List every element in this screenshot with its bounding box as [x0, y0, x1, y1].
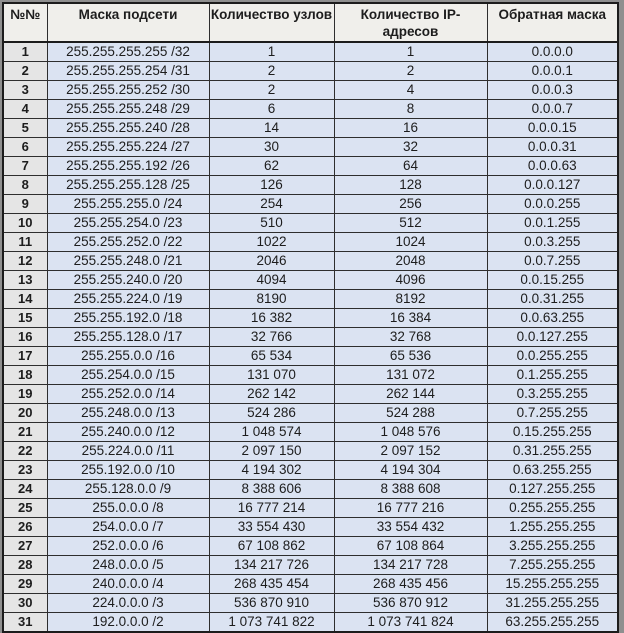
- ip-count-cell: 134 217 728: [334, 555, 487, 574]
- header-cell-number: №№: [3, 3, 47, 42]
- subnet-mask-cell: 255.255.0.0 /16: [47, 346, 209, 365]
- host-count-cell: 4094: [209, 270, 334, 289]
- row-number-cell: 4: [3, 99, 47, 118]
- ip-count-cell: 67 108 864: [334, 536, 487, 555]
- subnet-mask-cell: 255.255.240.0 /20: [47, 270, 209, 289]
- table-row: [3, 384, 618, 403]
- header-row: [3, 3, 618, 42]
- wildcard-mask-cell: 0.0.0.0: [487, 42, 618, 62]
- ip-count-cell: 2: [334, 61, 487, 80]
- row-number-cell: 24: [3, 479, 47, 498]
- ip-count-cell: 1 048 576: [334, 422, 487, 441]
- row-number-cell: 5: [3, 118, 47, 137]
- host-count-cell: 65 534: [209, 346, 334, 365]
- wildcard-mask-cell: 0.0.1.255: [487, 213, 618, 232]
- wildcard-mask-cell: 0.0.0.63: [487, 156, 618, 175]
- row-number-cell: 7: [3, 156, 47, 175]
- row-number-cell: 19: [3, 384, 47, 403]
- header-cell-wildcard-mask: Обратная маска: [487, 3, 618, 42]
- wildcard-mask-cell: 0.0.0.255: [487, 194, 618, 213]
- table-row: [3, 118, 618, 137]
- row-number-cell: 6: [3, 137, 47, 156]
- host-count-cell: 32 766: [209, 327, 334, 346]
- row-number-cell: 21: [3, 422, 47, 441]
- wildcard-mask-cell: 0.31.255.255: [487, 441, 618, 460]
- host-count-cell: 2: [209, 61, 334, 80]
- ip-count-cell: 8192: [334, 289, 487, 308]
- subnet-mask-cell: 255.248.0.0 /13: [47, 403, 209, 422]
- subnet-mask-cell: 255.255.255.240 /28: [47, 118, 209, 137]
- subnet-mask-cell: 255.255.255.255 /32: [47, 42, 209, 62]
- wildcard-mask-cell: 0.3.255.255: [487, 384, 618, 403]
- table-row: [3, 555, 618, 574]
- table-row: [3, 346, 618, 365]
- wildcard-mask-cell: 0.63.255.255: [487, 460, 618, 479]
- table-row: [3, 61, 618, 80]
- table-row: [3, 479, 618, 498]
- subnet-mask-cell: 255.255.255.252 /30: [47, 80, 209, 99]
- subnet-mask-cell: 255.254.0.0 /15: [47, 365, 209, 384]
- wildcard-mask-cell: 3.255.255.255: [487, 536, 618, 555]
- table-row: [3, 99, 618, 118]
- ip-count-cell: 128: [334, 175, 487, 194]
- ip-count-cell: 8: [334, 99, 487, 118]
- ip-count-cell: 1 073 741 824: [334, 612, 487, 632]
- wildcard-mask-cell: 0.1.255.255: [487, 365, 618, 384]
- wildcard-mask-cell: 0.0.0.1: [487, 61, 618, 80]
- header-cell-subnet-mask: Маска подсети: [47, 3, 209, 42]
- host-count-cell: 62: [209, 156, 334, 175]
- subnet-mask-cell: 255.255.255.0 /24: [47, 194, 209, 213]
- ip-count-cell: 64: [334, 156, 487, 175]
- row-number-cell: 17: [3, 346, 47, 365]
- host-count-cell: 524 286: [209, 403, 334, 422]
- ip-count-cell: 16: [334, 118, 487, 137]
- wildcard-mask-cell: 0.0.3.255: [487, 232, 618, 251]
- table-body: [3, 42, 618, 632]
- ip-count-cell: 32 768: [334, 327, 487, 346]
- host-count-cell: 33 554 430: [209, 517, 334, 536]
- subnet-mask-cell: 255.192.0.0 /10: [47, 460, 209, 479]
- table-row: [3, 80, 618, 99]
- subnet-mask-cell: 255.255.255.128 /25: [47, 175, 209, 194]
- ip-count-cell: 2 097 152: [334, 441, 487, 460]
- ip-count-cell: 4: [334, 80, 487, 99]
- ip-count-cell: 256: [334, 194, 487, 213]
- row-number-cell: 28: [3, 555, 47, 574]
- subnet-mask-cell: 254.0.0.0 /7: [47, 517, 209, 536]
- table-row: [3, 213, 618, 232]
- table-row: [3, 232, 618, 251]
- host-count-cell: 2046: [209, 251, 334, 270]
- host-count-cell: 2: [209, 80, 334, 99]
- host-count-cell: 262 142: [209, 384, 334, 403]
- host-count-cell: 131 070: [209, 365, 334, 384]
- ip-count-cell: 4 194 304: [334, 460, 487, 479]
- wildcard-mask-cell: 0.127.255.255: [487, 479, 618, 498]
- row-number-cell: 10: [3, 213, 47, 232]
- host-count-cell: 14: [209, 118, 334, 137]
- row-number-cell: 27: [3, 536, 47, 555]
- table-row: [3, 441, 618, 460]
- table-row: [3, 194, 618, 213]
- host-count-cell: 536 870 910: [209, 593, 334, 612]
- header-cell-ip-count: Количество IP-адресов: [334, 3, 487, 42]
- subnet-mask-cell: 255.255.128.0 /17: [47, 327, 209, 346]
- row-number-cell: 22: [3, 441, 47, 460]
- row-number-cell: 3: [3, 80, 47, 99]
- subnet-mask-cell: 255.255.255.248 /29: [47, 99, 209, 118]
- subnet-mask-cell: 255.224.0.0 /11: [47, 441, 209, 460]
- host-count-cell: 6: [209, 99, 334, 118]
- host-count-cell: 1: [209, 42, 334, 62]
- host-count-cell: 16 382: [209, 308, 334, 327]
- wildcard-mask-cell: 0.15.255.255: [487, 422, 618, 441]
- ip-count-cell: 536 870 912: [334, 593, 487, 612]
- table-row: [3, 593, 618, 612]
- wildcard-mask-cell: 0.0.7.255: [487, 251, 618, 270]
- wildcard-mask-cell: 0.0.0.3: [487, 80, 618, 99]
- row-number-cell: 29: [3, 574, 47, 593]
- host-count-cell: 8 388 606: [209, 479, 334, 498]
- ip-count-cell: 4096: [334, 270, 487, 289]
- table-row: [3, 517, 618, 536]
- wildcard-mask-cell: 0.0.127.255: [487, 327, 618, 346]
- table-row: [3, 422, 618, 441]
- row-number-cell: 26: [3, 517, 47, 536]
- subnet-mask-cell: 255.255.255.192 /26: [47, 156, 209, 175]
- wildcard-mask-cell: 0.0.0.7: [487, 99, 618, 118]
- ip-count-cell: 16 384: [334, 308, 487, 327]
- row-number-cell: 18: [3, 365, 47, 384]
- wildcard-mask-cell: 0.0.63.255: [487, 308, 618, 327]
- ip-count-cell: 1024: [334, 232, 487, 251]
- ip-count-cell: 65 536: [334, 346, 487, 365]
- subnet-mask-cell: 255.255.192.0 /18: [47, 308, 209, 327]
- row-number-cell: 14: [3, 289, 47, 308]
- ip-count-cell: 16 777 216: [334, 498, 487, 517]
- row-number-cell: 9: [3, 194, 47, 213]
- subnet-mask-cell: 252.0.0.0 /6: [47, 536, 209, 555]
- wildcard-mask-cell: 1.255.255.255: [487, 517, 618, 536]
- subnet-mask-cell: 255.255.255.254 /31: [47, 61, 209, 80]
- table-row: [3, 175, 618, 194]
- subnet-mask-cell: 255.255.255.224 /27: [47, 137, 209, 156]
- host-count-cell: 67 108 862: [209, 536, 334, 555]
- row-number-cell: 11: [3, 232, 47, 251]
- host-count-cell: 268 435 454: [209, 574, 334, 593]
- host-count-cell: 134 217 726: [209, 555, 334, 574]
- table-row: [3, 251, 618, 270]
- ip-count-cell: 512: [334, 213, 487, 232]
- ip-count-cell: 32: [334, 137, 487, 156]
- table-row: [3, 137, 618, 156]
- wildcard-mask-cell: 0.0.0.15: [487, 118, 618, 137]
- wildcard-mask-cell: 7.255.255.255: [487, 555, 618, 574]
- subnet-mask-cell: 255.255.224.0 /19: [47, 289, 209, 308]
- row-number-cell: 1: [3, 42, 47, 62]
- table-row: [3, 536, 618, 555]
- subnet-mask-cell: 255.255.254.0 /23: [47, 213, 209, 232]
- subnet-mask-cell: 255.252.0.0 /14: [47, 384, 209, 403]
- table-row: [3, 498, 618, 517]
- host-count-cell: 16 777 214: [209, 498, 334, 517]
- wildcard-mask-cell: 0.255.255.255: [487, 498, 618, 517]
- subnet-mask-cell: 255.128.0.0 /9: [47, 479, 209, 498]
- host-count-cell: 4 194 302: [209, 460, 334, 479]
- table-row: [3, 327, 618, 346]
- host-count-cell: 30: [209, 137, 334, 156]
- ip-count-cell: 262 144: [334, 384, 487, 403]
- row-number-cell: 23: [3, 460, 47, 479]
- row-number-cell: 25: [3, 498, 47, 517]
- wildcard-mask-cell: 15.255.255.255: [487, 574, 618, 593]
- ip-count-cell: 2048: [334, 251, 487, 270]
- table-header: [3, 3, 618, 42]
- ip-count-cell: 268 435 456: [334, 574, 487, 593]
- table-row: [3, 574, 618, 593]
- ip-count-cell: 8 388 608: [334, 479, 487, 498]
- table-row: [3, 365, 618, 384]
- host-count-cell: 2 097 150: [209, 441, 334, 460]
- host-count-cell: 1 048 574: [209, 422, 334, 441]
- subnet-mask-table: [2, 2, 619, 633]
- subnet-mask-cell: 255.255.252.0 /22: [47, 232, 209, 251]
- row-number-cell: 16: [3, 327, 47, 346]
- wildcard-mask-cell: 0.7.255.255: [487, 403, 618, 422]
- row-number-cell: 30: [3, 593, 47, 612]
- table-row: [3, 270, 618, 289]
- header-cell-host-count: Количество узлов: [209, 3, 334, 42]
- wildcard-mask-cell: 0.0.0.127: [487, 175, 618, 194]
- row-number-cell: 2: [3, 61, 47, 80]
- wildcard-mask-cell: 0.0.31.255: [487, 289, 618, 308]
- subnet-mask-cell: 248.0.0.0 /5: [47, 555, 209, 574]
- table-row: [3, 289, 618, 308]
- subnet-mask-cell: 255.240.0.0 /12: [47, 422, 209, 441]
- row-number-cell: 8: [3, 175, 47, 194]
- host-count-cell: 1 073 741 822: [209, 612, 334, 632]
- ip-count-cell: 1: [334, 42, 487, 62]
- wildcard-mask-cell: 31.255.255.255: [487, 593, 618, 612]
- table-row: [3, 612, 618, 632]
- subnet-mask-cell: 192.0.0.0 /2: [47, 612, 209, 632]
- table-row: [3, 42, 618, 62]
- row-number-cell: 20: [3, 403, 47, 422]
- row-number-cell: 31: [3, 612, 47, 632]
- table-row: [3, 403, 618, 422]
- subnet-mask-cell: 224.0.0.0 /3: [47, 593, 209, 612]
- host-count-cell: 510: [209, 213, 334, 232]
- ip-count-cell: 131 072: [334, 365, 487, 384]
- table-row: [3, 460, 618, 479]
- wildcard-mask-cell: 0.0.15.255: [487, 270, 618, 289]
- host-count-cell: 254: [209, 194, 334, 213]
- ip-count-cell: 524 288: [334, 403, 487, 422]
- wildcard-mask-cell: 0.0.0.31: [487, 137, 618, 156]
- host-count-cell: 8190: [209, 289, 334, 308]
- row-number-cell: 12: [3, 251, 47, 270]
- table-row: [3, 308, 618, 327]
- wildcard-mask-cell: 0.0.255.255: [487, 346, 618, 365]
- ip-count-cell: 33 554 432: [334, 517, 487, 536]
- row-number-cell: 13: [3, 270, 47, 289]
- host-count-cell: 126: [209, 175, 334, 194]
- subnet-mask-cell: 255.0.0.0 /8: [47, 498, 209, 517]
- subnet-mask-cell: 255.255.248.0 /21: [47, 251, 209, 270]
- table-row: [3, 156, 618, 175]
- host-count-cell: 1022: [209, 232, 334, 251]
- row-number-cell: 15: [3, 308, 47, 327]
- subnet-table-container: [2, 2, 617, 629]
- wildcard-mask-cell: 63.255.255.255: [487, 612, 618, 632]
- subnet-mask-cell: 240.0.0.0 /4: [47, 574, 209, 593]
